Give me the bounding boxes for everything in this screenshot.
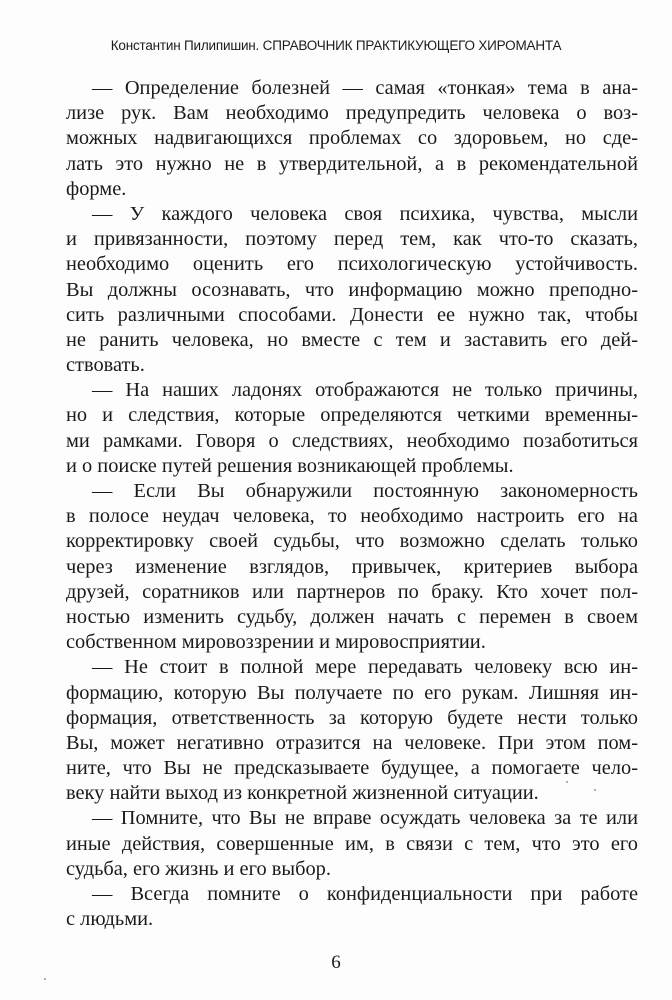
text-line: — Помните, что Вы не вправе осуждать человека за те или <box>92 807 638 830</box>
paragraph <box>66 202 638 378</box>
text-line: лать это нужно не в утвердительной, а в рекомендательной <box>66 152 638 175</box>
text-line: Вы должны осознавать, что информацию можно преподно- <box>66 278 638 301</box>
text-line: ми рамками. Говоря о следствиях, необходимо позаботиться <box>66 429 638 452</box>
text-line: и о поиске путей решения возникающей проблемы. <box>66 454 514 477</box>
print-speck <box>566 781 568 783</box>
text-line: — Всегда помните о конфиденциальности при работе <box>92 883 638 905</box>
text-line: ствовать. <box>66 354 145 377</box>
print-speck <box>44 978 46 980</box>
text-line: собственном мировоззрении и мировосприятии. <box>66 631 486 654</box>
text-line: форме. <box>66 177 127 200</box>
paragraph <box>66 882 638 932</box>
paragraph <box>66 655 638 806</box>
text-line: ностью изменить судьбу, должен начать с перемен в своем <box>66 605 638 628</box>
text-line: судьба, его жизнь и его выбор. <box>66 857 331 880</box>
page-number: 6 <box>331 952 341 973</box>
text-line: веку найти выход из конкретной жизненной ситуации. <box>66 782 539 805</box>
text-line: с людьми. <box>66 908 154 931</box>
text-line: лизе рук. Вам необходимо предупредить человека о воз- <box>66 102 638 125</box>
text-line: формацию, которую Вы получаете по его рукам. Лишняя ин- <box>66 681 638 704</box>
text-line: в полосе неудач человека, то необходимо настроить его на <box>66 505 638 528</box>
print-speck <box>594 789 596 791</box>
text-line: корректировку своей судьбы, что возможно сделать только <box>66 530 638 553</box>
text-line: — Не стоит в полной мере передавать человеку всю ин- <box>92 656 638 679</box>
paragraph <box>66 378 638 479</box>
text-line: — У каждого человека своя психика, чувства, мысли <box>92 202 638 225</box>
running-header: Константин Пилипишин. СПРАВОЧНИК ПРАКТИКУЮЩЕГО ХИРОМАНТА <box>110 38 562 53</box>
text-line: но и следствия, которые определяются четкими временны- <box>66 404 638 427</box>
text-line: иные действия, совершенные им, в связи с тем, что это его <box>66 832 638 855</box>
paragraph <box>66 806 638 882</box>
text-line: друзей, соратников или партнеров по браку. Кто хочет пол- <box>66 580 638 603</box>
text-line: через изменение взглядов, привычек, критериев выбора <box>66 555 638 578</box>
text-line: ните, что Вы не предсказываете будущее, а помогаете чело- <box>66 757 638 780</box>
paragraph <box>66 76 638 202</box>
text-line: не ранить человека, но вместе с тем и заставить его дей- <box>66 328 638 351</box>
text-line: — Определение болезней — самая «тонкая» тема в ана- <box>92 77 638 99</box>
text-line: можных надвигающихся проблемах со здоровьем, но сде- <box>66 127 638 150</box>
text-line: — На наших ладонях отображаются не только причины, <box>92 379 638 402</box>
text-line: и привязанности, поэтому перед тем, как что-то сказать, <box>66 228 638 251</box>
body-text <box>66 76 638 932</box>
paragraph <box>66 479 638 655</box>
text-line: — Если Вы обнаружили постоянную закономерность <box>92 480 638 502</box>
text-line: необходимо оценить его психологическую устойчивость. <box>66 253 638 276</box>
text-line: Вы, может негативно отразится на человеке. При этом пом- <box>66 731 638 754</box>
text-line: формация, ответственность за которую будете нести только <box>66 706 638 729</box>
text-line: сить различными способами. Донести ее нужно так, чтобы <box>66 303 638 326</box>
